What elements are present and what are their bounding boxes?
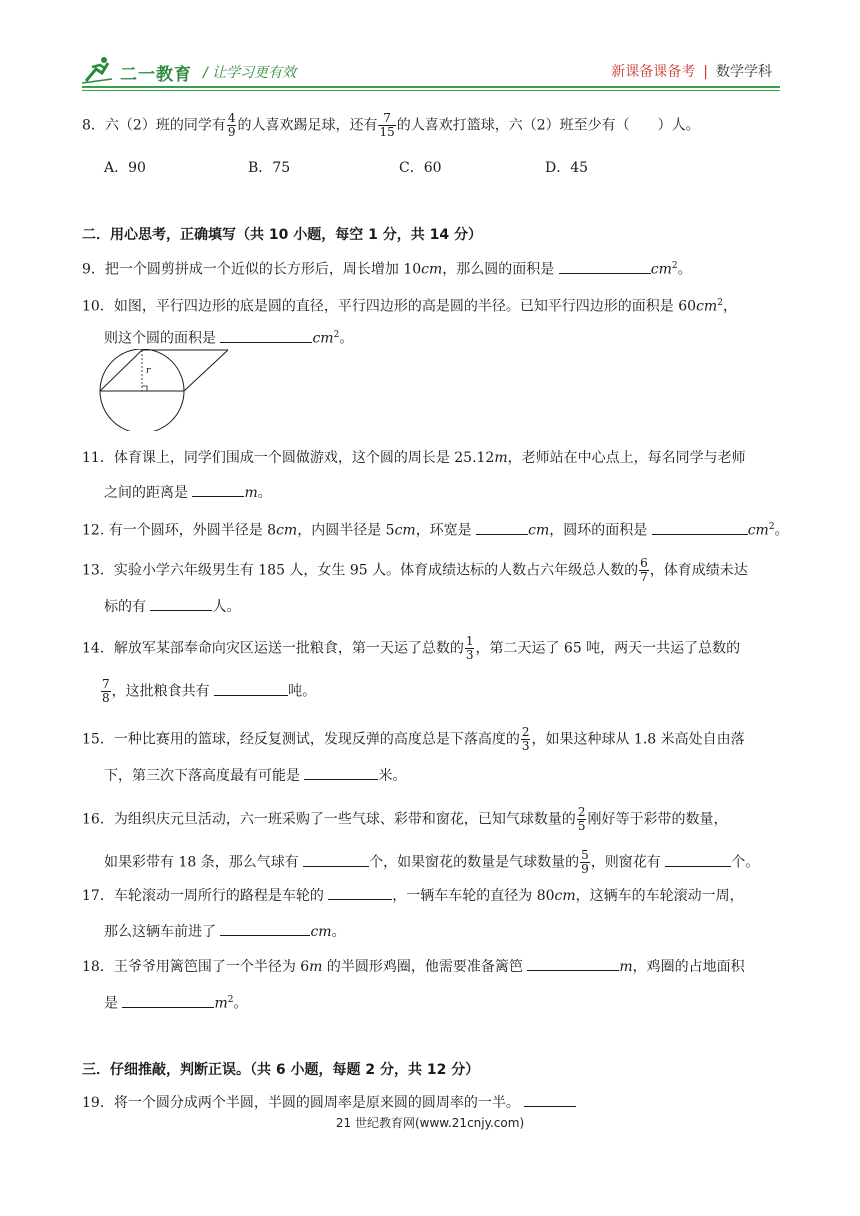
denominator: 8 bbox=[102, 691, 110, 705]
option-c: C．60 bbox=[399, 160, 442, 176]
q17-text-d: 那么这辆车前进了 bbox=[104, 924, 221, 940]
fraction bbox=[227, 112, 237, 139]
numerator: 7 bbox=[102, 677, 110, 691]
q9-text-a: 9．把一个圆剪拼成一个近似的长方形后，周长增加 10 bbox=[82, 261, 422, 278]
answer-blank[interactable] bbox=[220, 328, 312, 343]
answer-blank[interactable] bbox=[328, 885, 392, 900]
denominator: 5 bbox=[577, 819, 586, 833]
fraction bbox=[465, 635, 475, 662]
answer-blank[interactable] bbox=[150, 596, 212, 611]
q16-text-a: 16．为组织庆元旦活动，六一班采购了一些气球、彩带和窗花，已知气球数量的 bbox=[82, 811, 576, 828]
page-header bbox=[0, 0, 860, 100]
question-18-line-1 bbox=[82, 956, 745, 977]
question-8 bbox=[82, 112, 700, 139]
q10-text-b: ， bbox=[722, 298, 737, 315]
circle-parallelogram-figure bbox=[98, 349, 232, 431]
unit: m bbox=[494, 450, 508, 466]
question-14-line-2 bbox=[100, 678, 316, 705]
question-16-line-2 bbox=[104, 849, 759, 876]
q15-text-c: 下，第三次下落高度最有可能是 bbox=[104, 768, 305, 784]
denominator: 7 bbox=[640, 570, 648, 584]
fraction bbox=[639, 557, 649, 584]
fraction bbox=[580, 849, 590, 876]
q8-text-c: 的人喜欢打篮球，六（2）班至少有（ ）人。 bbox=[396, 117, 700, 134]
unit: cm bbox=[528, 522, 550, 539]
q10-text-a: 10．如图，平行四边形的底是圆的直径，平行四边形的高是圆的半径。已知平行四边形的面积是 60 bbox=[82, 298, 697, 315]
answer-blank[interactable] bbox=[476, 520, 528, 535]
question-10-line-2 bbox=[104, 325, 353, 349]
q15-text-b: ，如果这种球从 1.8 米高处自由落 bbox=[531, 731, 745, 748]
question-11-line-2 bbox=[104, 482, 272, 503]
unit: cm bbox=[276, 522, 298, 539]
numerator: 7 bbox=[378, 112, 395, 126]
q17-text-e: 。 bbox=[331, 924, 346, 940]
q17-text-b: ，一辆车车轮的直径为 80 bbox=[392, 888, 555, 904]
q11-text-d: 。 bbox=[257, 485, 272, 501]
unit: cm bbox=[312, 330, 334, 347]
numerator: 2 bbox=[521, 725, 530, 739]
answer-blank[interactable] bbox=[303, 852, 369, 867]
denominator: 3 bbox=[465, 648, 474, 662]
denominator: 3 bbox=[521, 739, 530, 753]
q9-text-c: 。 bbox=[677, 261, 692, 278]
unit: cm bbox=[696, 298, 718, 315]
answer-blank[interactable] bbox=[122, 993, 214, 1008]
numerator: 1 bbox=[465, 634, 474, 648]
q8-text-a: 8．六（2）班的同学有 bbox=[82, 117, 226, 134]
question-15-line-1 bbox=[82, 726, 745, 753]
section-3-title: 三．仔细推敲，判断正误。（共 6 小题，每题 2 分，共 12 分） bbox=[82, 1062, 480, 1078]
unit: cm bbox=[421, 261, 443, 278]
question-19 bbox=[82, 1092, 576, 1113]
question-17-line-1 bbox=[82, 885, 744, 906]
numerator: 5 bbox=[581, 848, 589, 862]
q14-text-c: ，这批粮食共有 bbox=[111, 683, 215, 700]
question-12 bbox=[82, 517, 789, 541]
answer-blank[interactable] bbox=[214, 681, 288, 696]
q18-text-f: 。 bbox=[233, 995, 248, 1012]
q13-text-b: ，体育成绩未达 bbox=[649, 562, 748, 579]
fraction bbox=[521, 726, 531, 753]
unit: cm bbox=[650, 261, 672, 278]
header-subject: 数学学科 bbox=[716, 64, 772, 80]
exponent: 2 bbox=[227, 995, 234, 1005]
q13-text-a: 13．实验小学六年级男生有 185 人，女生 95 人。体育成绩达标的人数占六年级总人数的 bbox=[82, 562, 639, 579]
unit: cm bbox=[747, 522, 769, 539]
question-14-line-1 bbox=[82, 635, 740, 662]
answer-blank[interactable] bbox=[304, 765, 378, 780]
header-rule bbox=[82, 86, 780, 88]
q14-text-b: ，第二天运了 65 吨，两天一共运了总数的 bbox=[475, 640, 741, 657]
exponent: 2 bbox=[768, 522, 775, 532]
denominator: 15 bbox=[379, 125, 395, 139]
q11-text-b: ，老师站在中心点上，每名同学与老师 bbox=[507, 450, 746, 466]
q18-text-d: 是 bbox=[104, 995, 123, 1012]
denominator: 9 bbox=[581, 862, 589, 876]
fraction bbox=[101, 678, 111, 705]
numerator: 2 bbox=[577, 805, 586, 819]
q16-text-d: 个，如果窗花的数量是气球数量的 bbox=[369, 854, 580, 871]
unit: m bbox=[214, 995, 228, 1012]
exponent: 2 bbox=[333, 330, 340, 340]
unit: m bbox=[309, 959, 323, 975]
q11-text-a: 11．体育课上，同学们围成一个圆做游戏，这个圆的周长是 25.12 bbox=[82, 450, 495, 466]
option-d: D．45 bbox=[545, 160, 589, 176]
q12-text-f: 。 bbox=[774, 522, 789, 539]
unit: cm bbox=[554, 888, 576, 904]
q9-text-b: ，那么圆的面积是 bbox=[442, 261, 559, 278]
q8-text-b: 的人喜欢踢足球，还有 bbox=[237, 117, 378, 134]
q17-text-a: 17．车轮滚动一周所行的路程是车轮的 bbox=[82, 888, 329, 904]
runner-logo-icon bbox=[82, 55, 120, 85]
unit: m bbox=[244, 485, 258, 501]
fraction bbox=[378, 112, 395, 139]
q16-text-b: 刚好等于彩带的数量， bbox=[587, 811, 728, 828]
q12-text-d: ，圆环的面积是 bbox=[549, 522, 652, 539]
numerator: 4 bbox=[227, 111, 236, 125]
q18-text-c: ，鸡圈的占地面积 bbox=[632, 959, 745, 975]
option-a: A．90 bbox=[104, 160, 146, 176]
q13-text-d: 人。 bbox=[212, 599, 241, 615]
answer-blank[interactable] bbox=[665, 852, 731, 867]
answer-blank[interactable] bbox=[524, 1092, 576, 1107]
answer-blank[interactable] bbox=[527, 956, 619, 971]
unit: cm bbox=[310, 924, 332, 940]
exponent: 2 bbox=[671, 261, 678, 271]
logo-text: 二一教育 bbox=[120, 65, 192, 85]
q12-text-a: 12. 有一个圆环，外圆半径是 8 bbox=[82, 522, 277, 539]
question-13-line-2 bbox=[104, 596, 240, 617]
unit: cm bbox=[394, 522, 416, 539]
answer-blank[interactable] bbox=[559, 259, 651, 274]
radius-label: r bbox=[146, 366, 151, 376]
question-13-line-1 bbox=[82, 557, 748, 584]
question-11-line-1 bbox=[82, 448, 746, 468]
q16-text-c: 如果彩带有 18 条，那么气球有 bbox=[104, 854, 304, 871]
page-footer: 21 世纪教育网(www.21cnjy.com) bbox=[335, 1116, 525, 1130]
answer-blank[interactable] bbox=[220, 921, 310, 936]
fraction bbox=[577, 806, 587, 833]
q18-text-a: 18．王爷爷用篱笆围了一个半径为 6 bbox=[82, 959, 310, 975]
q16-text-f: 个。 bbox=[731, 854, 760, 871]
q10-text-c: 则这个圆的面积是 bbox=[104, 330, 221, 347]
q14-text-d: 吨。 bbox=[288, 683, 317, 700]
q12-text-b: ，内圆半径是 5 bbox=[297, 522, 395, 539]
header-separator: | bbox=[703, 64, 708, 80]
q14-text-a: 14．解放军某部奉命向灾区运送一批粮食，第一天运了总数的 bbox=[82, 640, 464, 657]
question-17-line-2 bbox=[104, 921, 346, 942]
answer-blank[interactable] bbox=[652, 520, 748, 535]
q15-text-d: 米。 bbox=[378, 768, 407, 784]
question-16-line-1 bbox=[82, 806, 727, 833]
section-2-title: 二．用心思考，正确填写（共 10 小题，每空 1 分，共 14 分） bbox=[82, 227, 482, 243]
denominator: 9 bbox=[227, 125, 236, 139]
q16-text-e: ，则窗花有 bbox=[590, 854, 666, 871]
exponent: 2 bbox=[717, 298, 723, 308]
header-rule-thin bbox=[82, 90, 780, 91]
q13-text-c: 标的有 bbox=[104, 599, 151, 615]
answer-blank[interactable] bbox=[192, 482, 244, 497]
q19-text-a: 19．将一个圆分成两个半圆，半圆的圆周率是原来圆的圆周率的一半。 bbox=[82, 1095, 525, 1111]
q12-text-c: ，环宽是 bbox=[415, 522, 477, 539]
numerator: 6 bbox=[640, 556, 648, 570]
option-b: B．75 bbox=[248, 160, 291, 176]
q15-text-a: 15．一种比赛用的篮球，经反复测试，发现反弹的高度总是下落高度的 bbox=[82, 731, 520, 748]
header-course: 新课备课备考 bbox=[611, 64, 696, 80]
header-right bbox=[611, 61, 772, 81]
unit: m bbox=[619, 959, 633, 975]
q10-text-d: 。 bbox=[339, 330, 354, 347]
q17-text-c: ，这辆车的车轮滚动一周， bbox=[575, 888, 744, 904]
question-15-line-2 bbox=[104, 765, 406, 786]
question-9 bbox=[82, 256, 692, 280]
question-10-line-1 bbox=[82, 293, 737, 317]
q18-text-b: 的半圆形鸡圈，他需要准备篱笆 bbox=[322, 959, 528, 975]
question-18-line-2 bbox=[104, 990, 247, 1014]
q11-text-c: 之间的距离是 bbox=[104, 485, 193, 501]
slogan: / 让学习更有效 bbox=[203, 65, 297, 81]
